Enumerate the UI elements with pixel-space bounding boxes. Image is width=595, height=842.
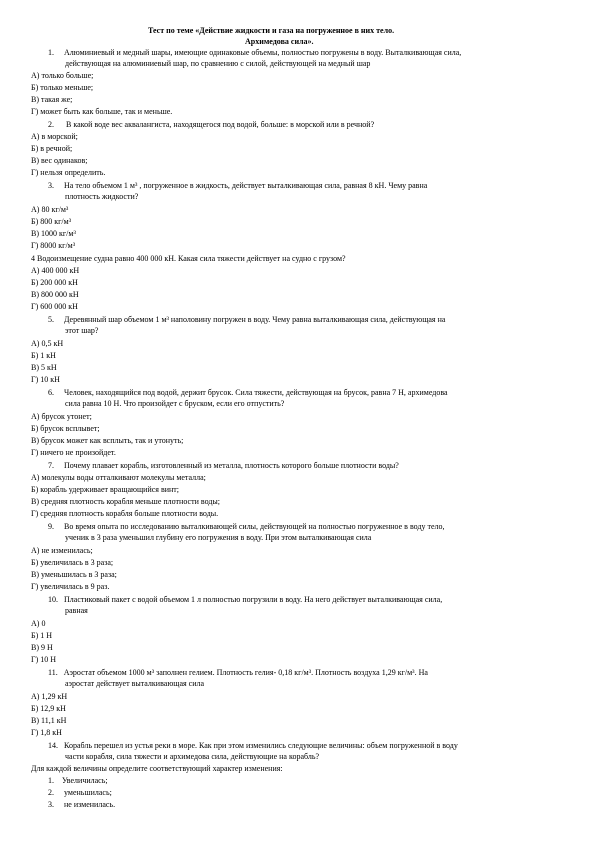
q9-option-b: Б) увеличилась в 3 раза; <box>31 558 114 567</box>
question-1-text-cont: действующая на алюминиевый шар, по сравнению с силой, действующей на медный шар <box>65 59 371 68</box>
q5-option-d: Г) 10 кН <box>31 375 60 384</box>
question-5-text: 5. Деревянный шар объемом 1 м³ наполовину погружен в воду. Чему равна выталкивающая сила, действующая на <box>48 315 446 324</box>
q1-option-d: Г) может быть как больше, так и меньше. <box>31 107 173 116</box>
title-line-1: Тест по теме «Действие жидкости и газа на погруженное в них тело. <box>148 26 395 35</box>
q2-option-d: Г) нельзя определить. <box>31 168 106 177</box>
question-6-text: 6. Человек, находящийся под водой, держит брусок. Сила тяжести, действующая на брусок, равна 7 Н, архимедова <box>48 388 448 397</box>
q14-option-2: 2. уменьшилась; <box>48 788 112 797</box>
q4-option-b: Б) 200 000 кН <box>31 278 78 287</box>
question-3-text: 3. На тело объемом 1 м³ , погруженное в жидкость, действует выталкивающая сила, равная 8 кН. Чему равна <box>48 181 428 190</box>
q9-option-d: Г) увеличилась в 9 раз. <box>31 582 110 591</box>
q1-option-a: А) только больше; <box>31 71 94 80</box>
q10-option-b: Б) 1 Н <box>31 631 53 640</box>
question-9-text-cont: ученик в 3 раза уменьшил глубину его погружения в воду. При этом выталкивающая сила <box>65 533 372 542</box>
q1-option-b: Б) только меньше; <box>31 83 94 92</box>
q11-option-c: В) 11,1 кН <box>31 716 67 725</box>
question-10-text-cont: равная <box>65 606 88 615</box>
question-14-text-cont: части корабля, сила тяжести и архимедова сила, действующие на корабль? <box>65 752 320 761</box>
question-11-text-cont: аэростат действует выталкивающая сила <box>65 679 205 688</box>
q2-option-c: В) вес одинаков; <box>31 156 88 165</box>
question-14-instruction: Для каждой величины определите соответствующий характер изменения: <box>31 764 283 773</box>
q7-option-c: В) средняя плотность корабля меньше плотности воды; <box>31 497 221 506</box>
q2-option-a: А) в морской; <box>31 132 78 141</box>
q11-option-b: Б) 12,9 кН <box>31 704 66 713</box>
q6-option-c: В) брусок может как всплыть, так и утонуть; <box>31 436 184 445</box>
question-7-text: 7. Почему плавает корабль, изготовленный из металла, плотность которого больше плотности воды? <box>48 461 399 470</box>
q4-option-d: Г) 600 000 кН <box>31 302 78 311</box>
q2-option-b: Б) в речной; <box>31 144 73 153</box>
question-14-text: 14. Корабль перешел из устья реки в море. Как при этом изменились следующие величины: объем погруженной в воду <box>48 741 458 750</box>
q9-option-c: В) уменьшилась в 3 раза; <box>31 570 117 579</box>
question-9-text: 9. Во время опыта по исследованию выталкивающей силы, действующей на полностью погруженное в воду тело, <box>48 522 445 531</box>
q11-option-d: Г) 1,8 кН <box>31 728 62 737</box>
q4-option-c: В) 800 000 кН <box>31 290 79 299</box>
q9-option-a: А) не изменилась; <box>31 546 93 555</box>
q3-option-c: В) 1000 кг/м³ <box>31 229 76 238</box>
question-1-text: 1. Алюминиевый и медный шары, имеющие одинаковые объемы, полностью погружены в воду. Выталкивающая сила, <box>48 48 462 57</box>
q11-option-a: А) 1,29 кН <box>31 692 68 701</box>
question-2-text: 2. В какой воде вес аквалангиста, находящегося под водой, больше: в морской или в речной? <box>48 120 375 129</box>
q5-option-b: Б) 1 кН <box>31 351 56 360</box>
q4-option-a: А) 400 000 кН <box>31 266 80 275</box>
q5-option-c: В) 5 кН <box>31 363 57 372</box>
question-6-text-cont: сила равна 10 Н. Что произойдет с бруском, если его отпустить? <box>65 399 285 408</box>
question-10-text: 10. Пластиковый пакет с водой объемом 1 л полностью погрузили в воду. На него действует выталкивающая сила, <box>48 595 443 604</box>
q7-option-d: Г) средняя плотность корабля больше плотности воды. <box>31 509 219 518</box>
q10-option-c: В) 9 Н <box>31 643 53 652</box>
question-3-text-cont: плотность жидкости? <box>65 192 139 201</box>
q3-option-b: Б) 800 кг/м³ <box>31 217 72 226</box>
question-11-text: 11. Аэростат объемом 1000 м³ заполнен гелием. Плотность гелия- 0,18 кг/м³. Плотность воздуха 1,29 кг/м³. На <box>48 668 428 677</box>
q6-option-b: Б) брусок всплывет; <box>31 424 100 433</box>
q14-option-1: 1. Увеличилась; <box>48 776 108 785</box>
q6-option-a: А) брусок утонет; <box>31 412 92 421</box>
q7-option-a: А) молекулы воды отталкивают молекулы металла; <box>31 473 206 482</box>
q6-option-d: Г) ничего не произойдет. <box>31 448 116 457</box>
question-4-text: 4 Водоизмещение судна равно 400 000 кН. Какая сила тяжести действует на судно с грузом? <box>31 254 346 263</box>
q10-option-a: А) 0 <box>31 619 46 628</box>
q1-option-c: В) такая же; <box>31 95 73 104</box>
q3-option-a: А) 80 кг/м³ <box>31 205 69 214</box>
q5-option-a: А) 0,5 кН <box>31 339 64 348</box>
question-5-text-cont: этот шар? <box>65 326 99 335</box>
q3-option-d: Г) 8000 кг/м³ <box>31 241 76 250</box>
q14-option-3: 3. не изменилась. <box>48 800 116 809</box>
title-line-2: Архимедова сила». <box>245 37 314 46</box>
q10-option-d: Г) 10 Н <box>31 655 57 664</box>
q7-option-b: Б) корабль удерживает вращающийся винт; <box>31 485 180 494</box>
